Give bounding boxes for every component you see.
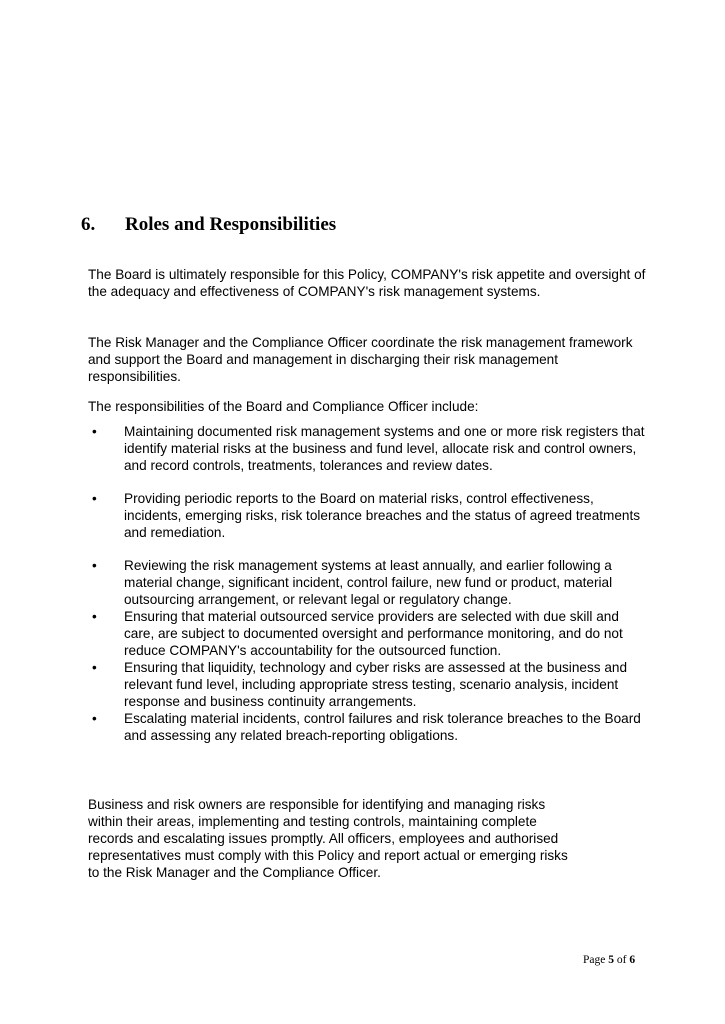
list-item-text: Reviewing the risk management systems at least annually, and earlier following a material change, significant incident, control failure, new fund or product, material outsourcing arrangement, or relevant legal or regulatory change. [124, 558, 613, 607]
footer-current-page: 5 [608, 954, 614, 966]
list-item [88, 557, 648, 608]
bullet-icon: • [92, 609, 97, 624]
section-number: 6. [81, 214, 96, 235]
bullet-icon: • [92, 660, 97, 675]
closing-line: to the Risk Manager and the Compliance Officer. [88, 865, 381, 880]
list-item [88, 710, 648, 744]
paragraph-responsibilities-intro: The responsibilities of the Board and Compliance Officer include: [88, 399, 479, 414]
paragraph-owners-responsibility [88, 796, 648, 881]
footer-of-word: of [616, 954, 627, 966]
list-item-text: Ensuring that liquidity, technology and cyber risks are assessed at the business and relevant fund level, including appropriate stress testing, scenario analysis, incident response and business continuity arrangements. [124, 660, 628, 709]
list-item [88, 659, 648, 710]
responsibilities-list [88, 423, 648, 744]
section-heading [81, 214, 336, 236]
list-item-text: Maintaining documented risk management systems and one or more risk registers that identify material risks at the business and fund level, allocate risk and control owners, and record controls, treatments, tolerances and review dates. [124, 424, 645, 473]
list-item-text: Ensuring that material outsourced service providers are selected with due skill and care, are subject to documented oversight and performance monitoring, and do not reduce COMPANY's accountability for the outsourced function. [124, 609, 623, 658]
closing-line: within their areas, implementing and testing controls, maintaining complete [88, 814, 537, 829]
paragraph-board-responsibility: The Board is ultimately responsible for this Policy, COMPANY's risk appetite and oversight of the adequacy and effectiveness of COMPANY's risk management systems. [88, 267, 646, 299]
closing-line: Business and risk owners are responsible for identifying and managing risks [88, 797, 546, 812]
closing-line: representatives must comply with this Policy and report actual or emerging risks [88, 848, 568, 863]
list-item [88, 490, 648, 541]
page-number-footer [583, 954, 635, 966]
paragraph-risk-manager: The Risk Manager and the Compliance Officer coordinate the risk management framework and support the Board and management in discharging their risk management responsibilities. [88, 335, 633, 384]
bullet-icon: • [92, 711, 97, 726]
section-title: Roles and Responsibilities [125, 214, 337, 235]
list-item [88, 423, 648, 474]
list-item [88, 608, 648, 659]
bullet-icon: • [92, 424, 97, 439]
footer-total-pages: 6 [629, 954, 636, 966]
footer-page-word: Page [583, 954, 606, 966]
bullet-icon: • [92, 558, 97, 573]
list-item-text: Escalating material incidents, control failures and risk tolerance breaches to the Board and assessing any related breach-reporting obligations. [124, 711, 641, 743]
bullet-icon: • [92, 491, 97, 506]
closing-line: records and escalating issues promptly. All officers, employees and authorised [88, 831, 559, 846]
list-item-text: Providing periodic reports to the Board on material risks, control effectiveness, incidents, emerging risks, risk tolerance breaches and the status of agreed treatments and remediation. [124, 491, 641, 540]
